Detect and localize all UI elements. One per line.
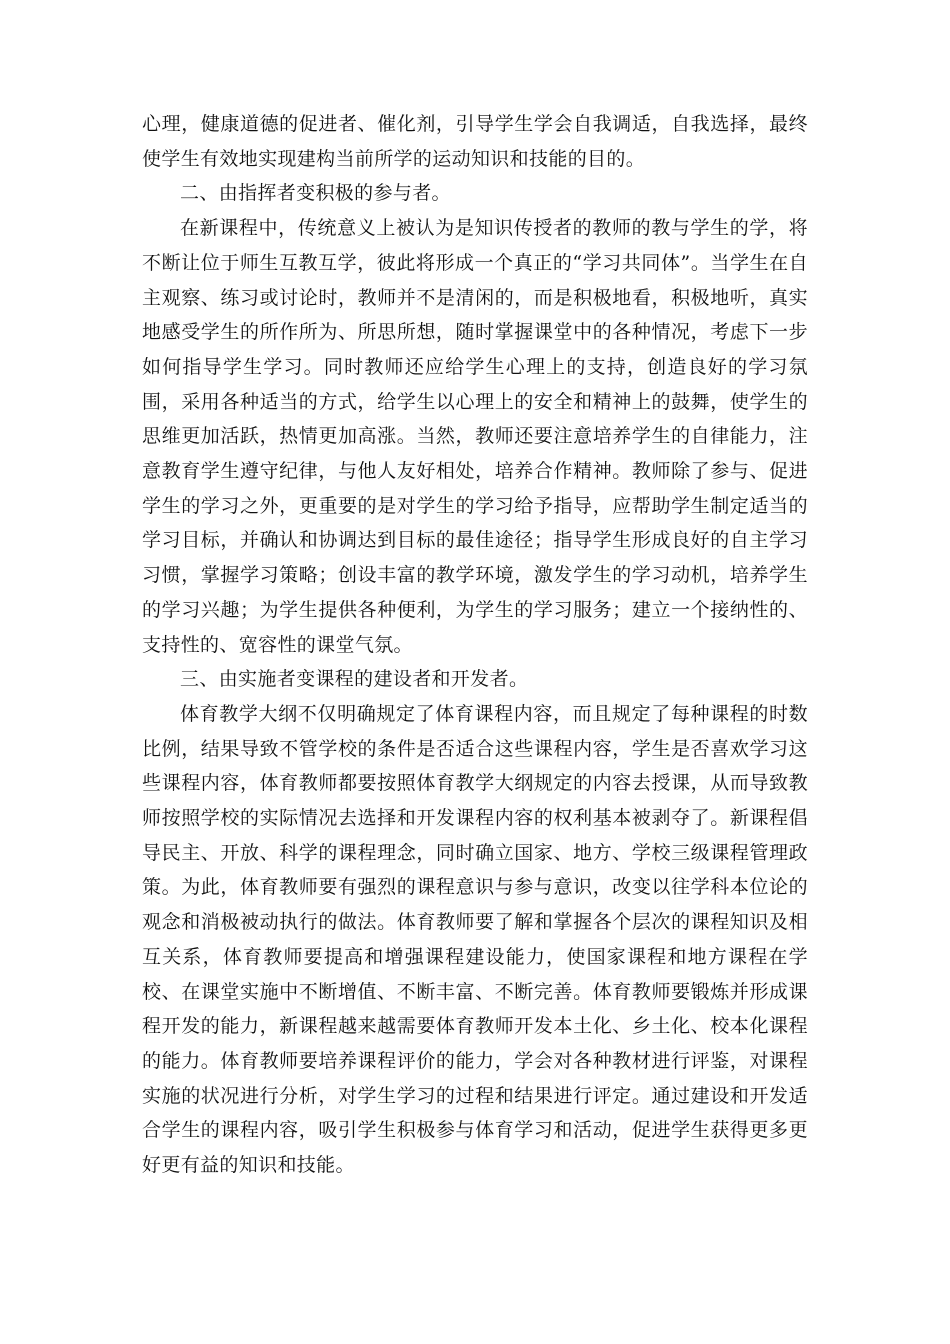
paragraph-participant: 在新课程中，传统意义上被认为是知识传授者的教师的教与学生的学，将不断让位于师生互教互学，彼此将形成一个真正的“学习共同体”。当学生在自主观察、练习或讨论时，教师并不是清闲的，而是积极地看，积极地听，真实地感受学生的所作所为、所思所想，随时掌握课堂中的各种情况，考虑下一步如何指导学生学习。同时教师还应给学生心理上的支持，创造良好的学习氛围，采用各种适当的方式，给学生以心理上的安全和精神上的鼓舞，使学生的思维更加活跃，热情更加高涨。当然，教师还要注意培养学生的自律能力，注意教育学生遵守纪律，与他人友好相处，培养合作精神。教师除了参与、促进学生的学习之外，更重要的是对学生的学习给予指导，应帮助学生制定适当的学习目标，并确认和协调达到目标的最佳途径；指导学生形成良好的自主学习习惯，掌握学习策略；创设丰富的教学环境，激发学生的学习动机，培养学生的学习兴趣；为学生提供各种便利，为学生的学习服务；建立一个接纳性的、支持性的、宽容性的课堂气氛。 — [142, 217, 808, 656]
section-heading-3: 三、由实施者变课程的建设者和开发者。 — [180, 668, 529, 691]
paragraph-curriculum-builder: 体育教学大纲不仅明确规定了体育课程内容，而且规定了每种课程的时数比例，结果导致不管学校的条件是否适合这些课程内容，学生是否喜欢学习这些课程内容，体育教师都要按照体育教学大纲规定的内容去授课，从而导致教师按照学校的实际情况去选择和开发课程内容的权利基本被剥夺了。新课程倡导民主、开放、科学的课程理念，同时确立国家、地方、学校三级课程管理政策。为此，体育教师要有强烈的课程意识与参与意识，改变以往学科本位论的观念和消极被动执行的做法。体育教师要了解和掌握各个层次的课程知识及相互关系，体育教师要提高和增强课程建设能力，使国家课程和地方课程在学校、在课堂实施中不断增值、不断丰富、不断完善。体育教师要锻炼并形成课程开发的能力，新课程越来越需要体育教师开发本土化、乡土化、校本化课程的能力。体育教师要培养课程评价的能力，学会对各种教材进行评鉴，对课程实施的状况进行分析，对学生学习的过程和结果进行评定。通过建设和开发适合学生的课程内容，吸引学生积极参与体育学习和活动，促进学生获得更多更好更有益的知识和技能。 — [142, 702, 808, 1177]
paragraph-continuation: 心理，健康道德的促进者、催化剂，引导学生学会自我调适，自我选择，最终使学生有效地实现建构当前所学的运动知识和技能的目的。 — [142, 113, 808, 170]
section-heading-2: 二、由指挥者变积极的参与者。 — [180, 182, 451, 205]
document-body — [142, 107, 808, 1183]
